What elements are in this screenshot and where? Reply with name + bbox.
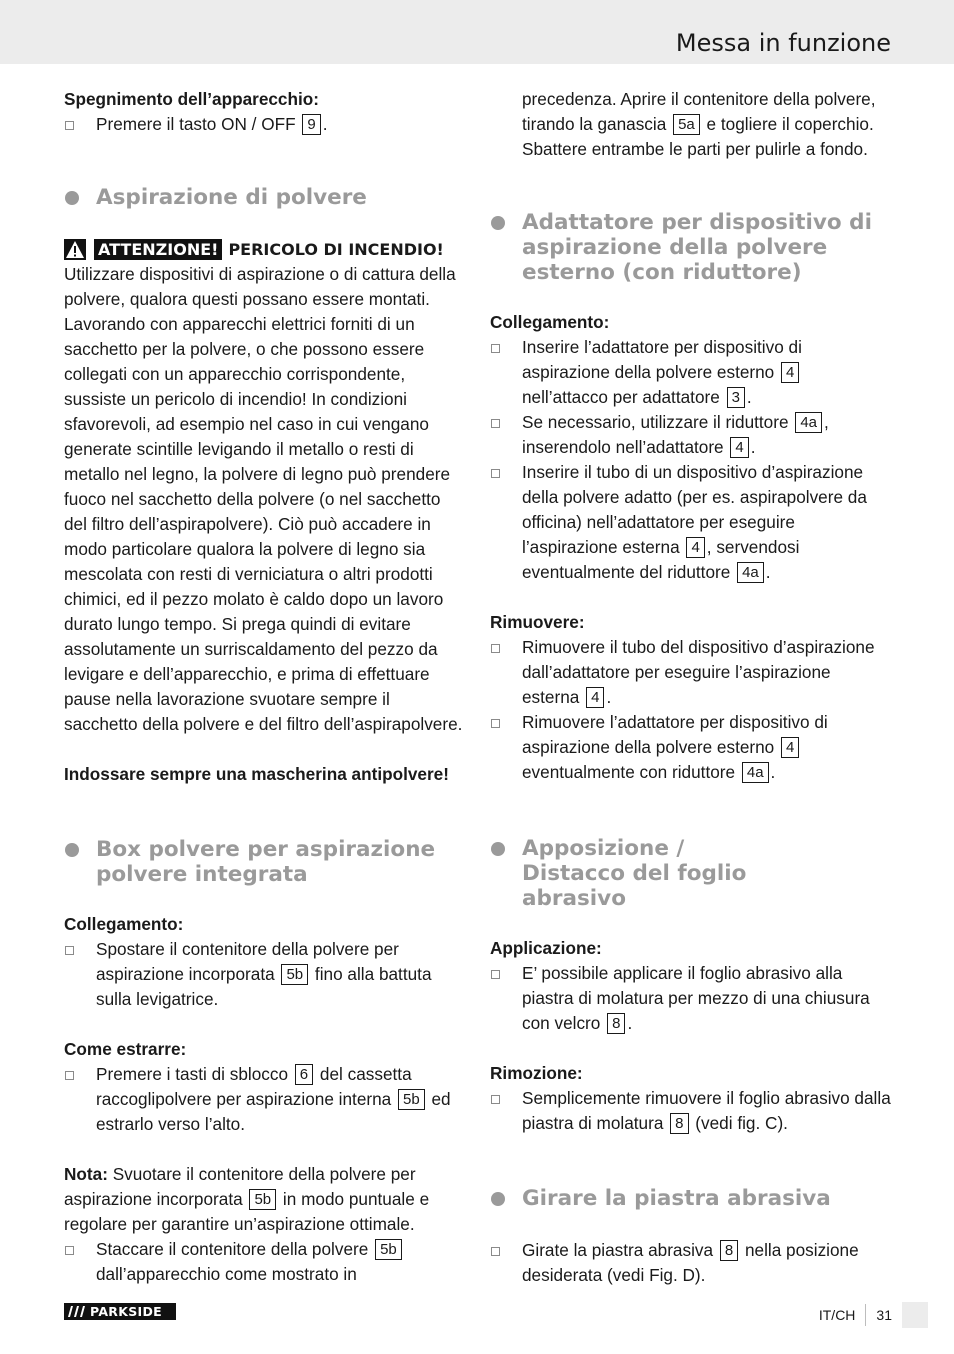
box-staccare-list xyxy=(64,1237,464,1287)
box-estrarre-list xyxy=(64,1062,464,1137)
list-item: Rimuovere l’adattatore per dispositivo di aspirazione della polvere esterno 4 eventualmente con riduttore 4a . xyxy=(490,710,892,785)
box-estrarre-heading: Come estrarre: xyxy=(64,1039,187,1059)
list-item: Premere i tasti di sblocco 6 del cassetta raccoglipolvere per aspirazione interna 5b ed estrarlo verso l’alto. xyxy=(64,1062,464,1137)
checkbox-bullet-icon xyxy=(65,1071,74,1080)
checkbox-bullet-icon xyxy=(491,719,500,728)
bullet-dot-icon xyxy=(491,842,505,856)
checkbox-bullet-icon xyxy=(491,1247,500,1256)
section-heading-adattatore: Adattatore per dispositivo di aspirazione della polvere esterno (con riduttore) xyxy=(490,210,892,285)
checkbox-bullet-icon xyxy=(491,644,500,653)
ref-number: 6 xyxy=(295,1064,313,1085)
spegnimento-heading: Spegnimento dell’apparecchio: xyxy=(64,89,319,109)
checkbox-bullet-icon xyxy=(491,469,500,478)
ref-number: 8 xyxy=(607,1013,625,1034)
ref-number: 5b xyxy=(249,1189,276,1210)
parkside-logo xyxy=(64,1303,176,1320)
ref-number: 8 xyxy=(720,1240,738,1261)
list-item: Rimuovere il tubo del dispositivo d’aspirazione dall’adattatore per eseguire l’aspirazione esterna 4 . xyxy=(490,635,892,710)
logo-stripes-icon xyxy=(64,1303,90,1320)
page-number: 31 xyxy=(876,1306,892,1323)
warning-tail: PERICOLO DI INCENDIO! xyxy=(228,240,444,259)
locale-label: IT/CH xyxy=(818,1306,856,1323)
girare-list xyxy=(490,1238,892,1288)
adattatore-collegamento-list xyxy=(490,335,892,585)
ref-number: 5b xyxy=(375,1239,402,1260)
list-item: Premere il tasto ON / OFF 9 . xyxy=(64,112,464,137)
ref-number: 9 xyxy=(302,114,320,135)
ref-number: 4 xyxy=(730,437,748,458)
applicazione-heading: Applicazione: xyxy=(490,938,602,958)
ref-number: 5b xyxy=(281,964,308,985)
spegnimento-list xyxy=(64,112,464,137)
adattatore-rimuovere-list xyxy=(490,635,892,785)
ref-number: 4a xyxy=(737,562,764,583)
list-item: Spostare il contenitore della polvere per aspirazione incorporata 5b fino alla battuta sulla levigatrice. xyxy=(64,937,464,1012)
ref-number: 5b xyxy=(398,1089,425,1110)
list-item: Se necessario, utilizzare il riduttore 4a , inserendolo nell’adattatore 4 . xyxy=(490,410,892,460)
right-column-sections xyxy=(490,210,892,785)
checkbox-bullet-icon xyxy=(491,344,500,353)
box-nota: Nota: Svuotare il contenitore della polvere per aspirazione incorporata 5b in modo puntuale e regolare per garantire un’aspirazione ottimale. xyxy=(64,1164,430,1234)
right-column xyxy=(522,87,892,162)
right-column-lower xyxy=(490,836,892,1288)
section-heading-apposizione: Apposizione / Distacco del foglio abrasivo xyxy=(490,836,892,911)
warning-body: Utilizzare dispositivi di aspirazione o di cattura della polvere, qualora questi possano essere montati. Lavorando con apparecchi elettrici forniti di un sacchetto per la polvere, o che possono essere collegati con un apparecchio corrispondente, sussiste un pericolo di incendio! In condizioni sfavorevoli, ad esempio nel caso in cui vengano generate scintille levigando il metallo o resti di metallo nel legno, la polvere di legno può prendere fuoco nel sacchetto della polvere (o nel sacchetto del filtro dell’aspirapolvere). Ciò può accadere in modo particolare qualora la polvere di legno sia mescolata con resti di verniciatura o altri prodotti chimici, ed il pezzo molato è caldo dopo un lavoro durato lungo tempo. Si prega quindi di evitare assolutamente un surriscaldamento del pezzo da levigare e dell’apparecchio, e prima di effettuare pause nella lavorazione svuotare sempre il sacchetto della polvere e del filtro dell’aspirapolvere. xyxy=(64,264,463,734)
ref-number: 4 xyxy=(586,687,604,708)
rimozione-list xyxy=(490,1086,892,1136)
warning-label: ATTENZIONE! xyxy=(94,239,222,260)
list-item: Staccare il contenitore della polvere 5b dall’apparecchio come mostrato in xyxy=(64,1237,464,1287)
continued-text: precedenza. Aprire il contenitore della polvere, tirando la ganascia 5a e togliere il coperchio. Sbattere entrambe le parti per pulirle a fondo. xyxy=(522,89,876,159)
ref-number: 4a xyxy=(742,762,769,783)
warning-line xyxy=(64,237,464,262)
list-item: E’ possibile applicare il foglio abrasivo alla piastra di molatura per mezzo di una chiusura con velcro 8 . xyxy=(490,961,892,1036)
section-heading-box: Box polvere per aspirazione polvere integrata xyxy=(64,837,464,887)
checkbox-bullet-icon xyxy=(491,970,500,979)
ref-number: 3 xyxy=(727,387,745,408)
applicazione-list xyxy=(490,961,892,1036)
box-collegamento-heading: Collegamento: xyxy=(64,914,184,934)
bullet-dot-icon xyxy=(65,843,79,857)
checkbox-bullet-icon xyxy=(65,946,74,955)
list-item: Inserire il tubo di un dispositivo d’aspirazione della polvere adatto (per es. aspirapolvere da officina) nell’adattatore per eseguire l’aspirazione esterna 4 , servendosi eventualmente del riduttore 4a . xyxy=(490,460,892,585)
list-item: Girate la piastra abrasiva 8 nella posizione desiderata (vedi Fig. D). xyxy=(490,1238,892,1288)
checkbox-bullet-icon xyxy=(491,1095,500,1104)
ref-number: 4 xyxy=(686,537,704,558)
ref-number: 4a xyxy=(795,412,822,433)
ref-number: 5a xyxy=(673,114,700,135)
ref-number: 4 xyxy=(781,362,799,383)
mask-note: Indossare sempre una mascherina antipolvere! xyxy=(64,764,449,784)
section-heading-aspirazione: Aspirazione di polvere xyxy=(64,185,464,210)
box-collegamento-list xyxy=(64,937,464,1012)
checkbox-bullet-icon xyxy=(65,121,74,130)
bullet-dot-icon xyxy=(65,191,79,205)
page-title: Messa in funzione xyxy=(675,29,891,57)
adattatore-collegamento-heading: Collegamento: xyxy=(490,312,610,332)
left-column xyxy=(64,87,464,1287)
checkbox-bullet-icon xyxy=(491,419,500,428)
footer-page-info xyxy=(819,1302,928,1328)
brand-name: PARKSIDE xyxy=(90,1304,162,1319)
bullet-dot-icon xyxy=(491,216,505,230)
ref-number: 4 xyxy=(781,737,799,758)
ref-number: 8 xyxy=(670,1113,688,1134)
adattatore-rimuovere-heading: Rimuovere: xyxy=(490,612,585,632)
checkbox-bullet-icon xyxy=(65,1246,74,1255)
list-item: Semplicemente rimuovere il foglio abrasivo dalla piastra di molatura 8 (vedi fig. C). xyxy=(490,1086,892,1136)
footer-grey-box xyxy=(902,1302,928,1328)
bullet-dot-icon xyxy=(491,1192,505,1206)
section-heading-girare: Girare la piastra abrasiva xyxy=(490,1186,892,1211)
warning-triangle-icon xyxy=(64,239,86,260)
list-item: Inserire l’adattatore per dispositivo di aspirazione della polvere esterno 4 nell’attacco per adattatore 3 . xyxy=(490,335,892,410)
rimozione-heading: Rimozione: xyxy=(490,1063,583,1083)
